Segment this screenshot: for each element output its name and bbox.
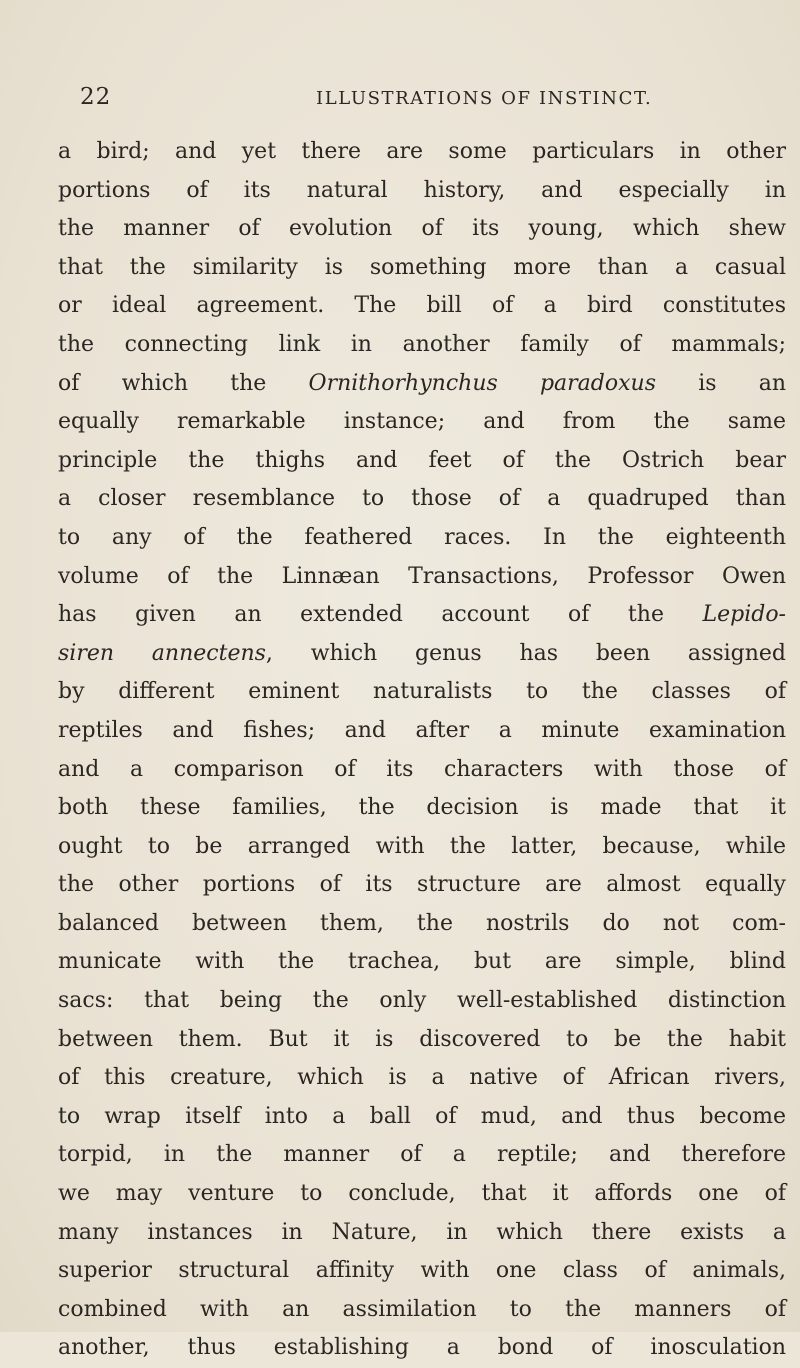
text-line: both these families, the decision is made that it [58, 795, 786, 821]
text-line: by different eminent naturalists to the classes of [58, 679, 786, 705]
text-line: balanced between them, the nostrils do not com- [58, 910, 786, 936]
text-line: siren annectens, which genus has been assigned [58, 640, 786, 666]
text-line: sacs: that being the only well-established distinction [58, 988, 786, 1014]
text-line: reptiles and fishes; and after a minute examination [58, 717, 786, 743]
text-line: of this creature, which is a native of African rivers, [58, 1065, 786, 1091]
text-line: a closer resemblance to those of a quadruped than [58, 486, 786, 512]
text-line: principle the thighs and feet of the Ostrich bear [58, 447, 786, 473]
running-head [80, 84, 740, 118]
italic-term: Lepido- [702, 602, 786, 628]
running-head-title: ILLUSTRATIONS OF INSTINCT. [316, 88, 653, 109]
text-line: of which the Ornithorhynchus paradoxus is an [58, 370, 786, 396]
text-line: to wrap itself into a ball of mud, and thus become [58, 1103, 786, 1129]
text-line: and a comparison of its characters with those of [58, 756, 786, 782]
text-line: combined with an assimilation to the manners of [58, 1296, 786, 1322]
text-line: has given an extended account of the Lepido- [58, 602, 786, 628]
text-line: torpid, in the manner of a reptile; and therefore [58, 1142, 786, 1168]
text-line: equally remarkable instance; and from the same [58, 409, 786, 435]
text-line: a bird; and yet there are some particulars in other [58, 139, 786, 164]
text-line: the other portions of its structure are almost equally [58, 872, 786, 898]
text-line: or ideal agreement. The bill of a bird constitutes [58, 293, 786, 319]
body-text [58, 133, 786, 1368]
text-line: we may venture to conclude, that it affords one of [58, 1181, 786, 1207]
text-line: between them. But it is discovered to be the habit [58, 1026, 786, 1052]
text-line: the connecting link in another family of mammals; [58, 331, 786, 357]
text-line: another, thus establishing a bond of inosculation [58, 1335, 786, 1361]
italic-term: Ornithorhynchus paradoxus [308, 370, 656, 396]
text-line: ought to be arranged with the latter, because, while [58, 833, 786, 859]
text-line: municate with the trachea, but are simple, blind [58, 949, 786, 975]
text-line: to any of the feathered races. In the eighteenth [58, 524, 786, 550]
page-number: 22 [80, 84, 112, 110]
italic-term: siren annectens [58, 640, 266, 666]
text-line: that the similarity is something more than a casual [58, 254, 786, 280]
text-line: many instances in Nature, in which there exists a [58, 1219, 786, 1245]
text-line: superior structural affinity with one class of animals, [58, 1258, 786, 1284]
text-line: the manner of evolution of its young, which shew [58, 216, 786, 242]
text-line: volume of the Linnæan Transactions, Professor Owen [58, 563, 786, 589]
text-line: portions of its natural history, and especially in [58, 177, 786, 203]
